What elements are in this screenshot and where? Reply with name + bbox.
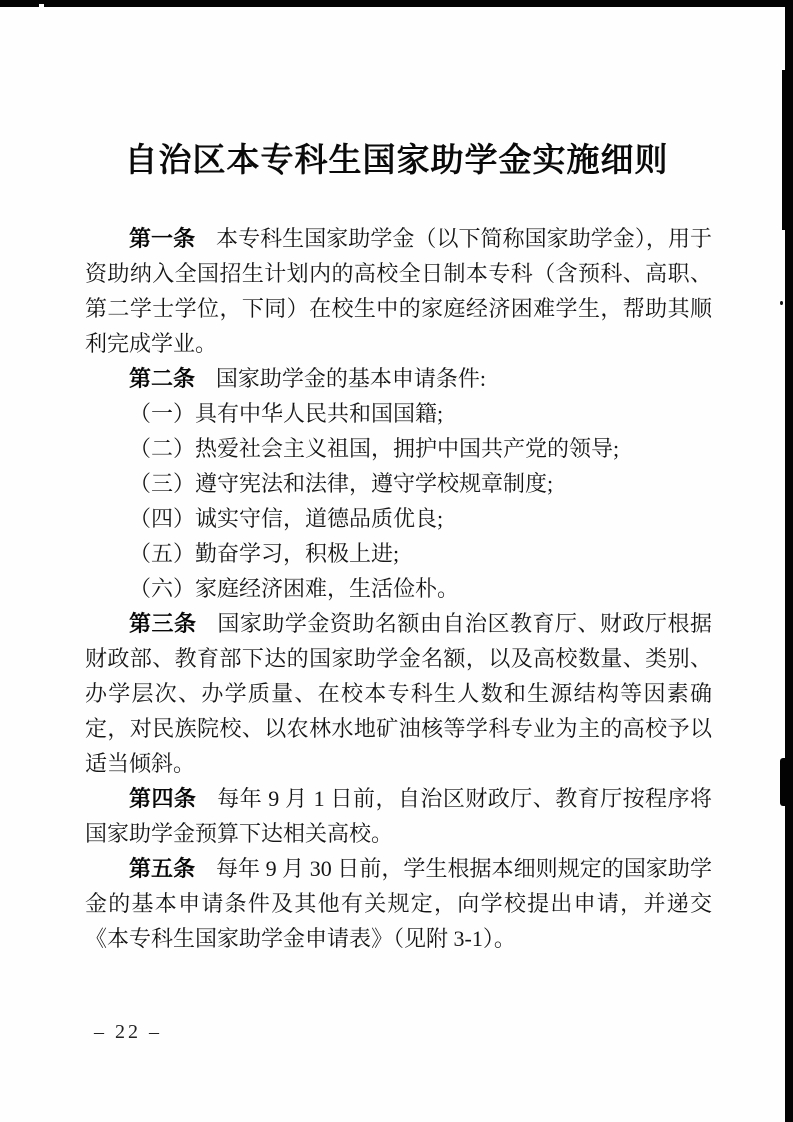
list-item-3 [85,466,712,501]
scan-artifact-notch [39,4,44,7]
page-number: – 22 – [94,1021,162,1043]
paragraph-text: 国家助学金资助名额由自治区教育厅、财政厅根据财政部、教育部下达的国家助学金名额，以及高校数量、类别、办学层次、办学质量、在校本专科生人数和生源结构等因素确定，对民族院校、以农林水地矿油核等学科专业为主的高校予以适当倾斜。 [85,611,712,776]
list-item-6 [85,571,712,606]
paragraph-text: （五）勤奋学习，积极上进; [129,541,400,566]
paragraph-text: （三）遵守宪法和法律，遵守学校规章制度; [129,471,554,496]
paragraph-text: 国家助学金的基本申请条件: [215,366,487,391]
article-number: 第三条 [129,611,197,636]
paragraph-text: （六）家庭经济困难，生活俭朴。 [129,576,460,601]
scan-artifact-top-bar [0,0,793,7]
list-item-2 [85,431,712,466]
paragraph-text: 每年 9 月 30 日前，学生根据本细则规定的国家助学金的基本申请条件及其他有关规定，向学校提出申请，并递交《本专科生国家助学金申请表》（见附 3-1）。 [85,856,712,951]
paragraph-text: 每年 9 月 1 日前，自治区财政厅、教育厅按程序将国家助学金预算下达相关高校。 [85,786,712,846]
scan-artifact-right-strip [785,0,793,1122]
paragraph-text: （四）诚实守信，道德品质优良; [129,506,444,531]
paragraph-text: （二）热爱社会主义祖国，拥护中国共产党的领导; [129,436,620,461]
document-title: 自治区本专科生国家助学金实施细则 [124,143,669,179]
article-number: 第二条 [129,366,196,391]
list-item-5 [85,536,712,571]
paragraph-article-3 [85,606,712,781]
paragraph-text: 本专科生国家助学金（以下简称国家助学金），用于资助纳入全国招生计划内的高校全日制本专科（含预科、高职、第二学士学位，下同）在校生中的家庭经济困难学生，帮助其顺利完成学业。 [85,226,712,356]
paragraph-article-2 [85,361,712,396]
document-body [85,221,712,956]
paragraph-article-4 [85,781,712,851]
scan-speck [780,301,783,305]
paragraph-article-5 [85,851,712,956]
article-number: 第一条 [129,226,196,251]
list-item-4 [85,501,712,536]
paragraph-text: （一）具有中华人民共和国国籍; [129,401,444,426]
article-number: 第四条 [129,786,197,811]
paragraph-article-1 [85,221,712,361]
list-item-1 [85,396,712,431]
article-number: 第五条 [129,856,196,881]
